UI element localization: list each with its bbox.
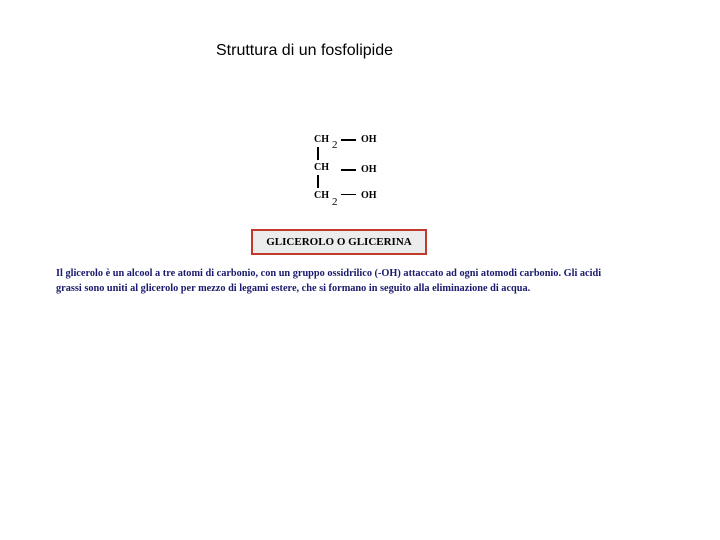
bond-c3-oh xyxy=(341,194,356,195)
bond-c1-c2 xyxy=(317,147,319,160)
carbon-3-label: CH xyxy=(314,190,329,201)
hydroxyl-1-label: OH xyxy=(361,134,377,145)
glycerol-name-label: GLICEROLO O GLICERINA xyxy=(251,229,427,255)
hydroxyl-3-label: OH xyxy=(361,190,377,201)
bond-c1-oh xyxy=(341,139,356,141)
carbon-1-label: CH xyxy=(314,134,329,145)
carbon-2-label: CH xyxy=(314,162,329,173)
bond-c2-c3 xyxy=(317,175,319,188)
description-line-1: Il glicerolo è un alcool a tre atomi di carbonio, con un gruppo ossidrilico (-OH) attaccato ad ogni atomodi carbonio. Gli acidi xyxy=(56,268,602,279)
carbon-3-subscript: 2 xyxy=(332,196,338,208)
glycerol-structure xyxy=(300,125,420,220)
description-text xyxy=(56,266,686,296)
carbon-1-subscript: 2 xyxy=(332,139,338,151)
hydroxyl-2-label: OH xyxy=(361,164,377,175)
slide-title: Struttura di un fosfolipide xyxy=(216,42,393,59)
description-line-2: grassi sono uniti al glicerolo per mezzo di legami estere, che si formano in seguito alla eliminazione di acqua. xyxy=(56,283,531,294)
bond-c2-oh xyxy=(341,169,356,171)
